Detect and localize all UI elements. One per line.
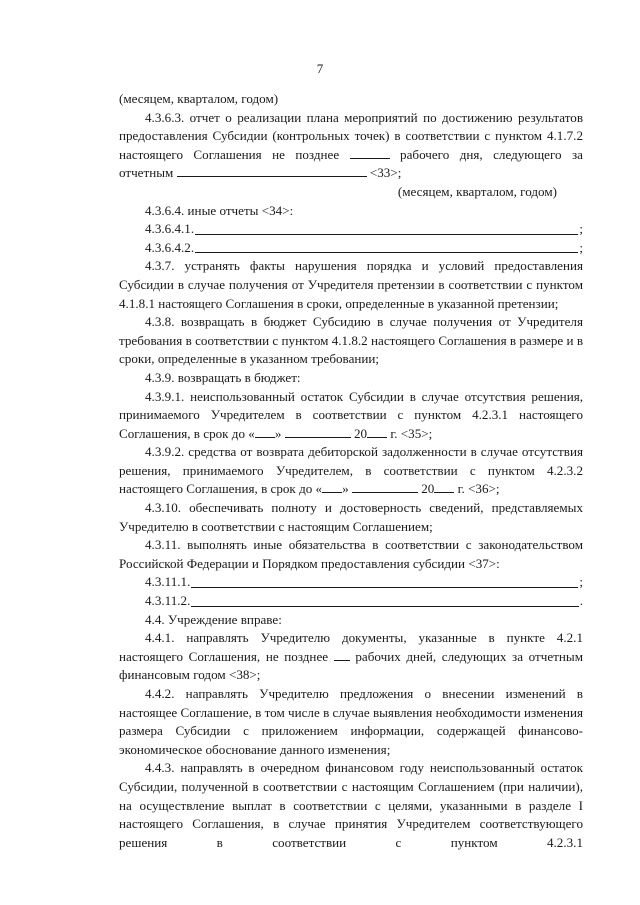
period-blank bbox=[177, 164, 367, 177]
year-prefix: 20 bbox=[421, 481, 435, 497]
footnote-33: <33>; bbox=[369, 165, 402, 181]
period-note: (месяцем, кварталом, годом) bbox=[397, 183, 557, 199]
line-end: . bbox=[579, 593, 583, 609]
clause-4-4-2: 4.4.2. направлять Учредителю предложения о внесении изменений в настоящее Соглашение, в том числе в случае выявления необходимости изменения размера Субсидии с приложением информации, содержащей финансово-экономическое обоснование данного изменения; bbox=[119, 686, 583, 757]
footnote-36: г. <36>; bbox=[457, 481, 500, 497]
fill-in-line bbox=[191, 587, 578, 588]
document-body bbox=[119, 90, 583, 852]
clause-4-3-6-4-1-label: 4.3.6.4.1. bbox=[145, 221, 195, 237]
clause-4-3-10: 4.3.10. обеспечивать полноту и достоверность сведений, представляемых Учредителю в соответствии с настоящим Соглашением; bbox=[119, 500, 583, 534]
clause-4-3-9-2-text: 4.3.9.2. средства от возврата дебиторской задолженности в случае отсутствия решения, принимаемого Учредителем, в соответствии с пунктом 4.2.3.2 настоящего Соглашения, в срок до « bbox=[119, 444, 583, 497]
clause-4-3-11-2-label: 4.3.11.2. bbox=[145, 593, 191, 609]
line-end: ; bbox=[579, 239, 583, 255]
quote-close: » bbox=[274, 425, 282, 441]
clause-4-3-11-1-label: 4.3.11.1. bbox=[145, 574, 191, 590]
month-blank bbox=[352, 480, 418, 493]
clause-4-4: 4.4. Учреждение вправе: bbox=[145, 611, 282, 627]
clause-4-3-6-3 bbox=[119, 109, 583, 183]
clause-4-3-6-4-2 bbox=[119, 239, 583, 258]
clause-4-3-6-3-text-2: рабочего дня, следующего за отчетным bbox=[119, 146, 583, 181]
period-note-top: (месяцем, кварталом, годом) bbox=[119, 91, 279, 106]
days-blank bbox=[334, 648, 350, 661]
clause-4-3-9: 4.3.9. возвращать в бюджет: bbox=[145, 369, 301, 385]
clause-4-3-11-1 bbox=[119, 573, 583, 592]
clause-4-3-6-4: 4.3.6.4. иные отчеты <34>: bbox=[145, 202, 294, 218]
year-blank bbox=[367, 425, 387, 438]
clause-4-3-11: 4.3.11. выполнять иные обязательства в соответствии с законодательством Российской Федерации и Порядком предоставления субсидии <37>: bbox=[119, 537, 583, 571]
line-end: ; bbox=[579, 574, 583, 590]
clause-4-3-6-3-text: 4.3.6.3. отчет о реализации плана мероприятий по достижению результатов предоставления Субсидии (контрольных точек) в соответствии с пунктом 4.1.7.2 настоящего Соглашения не позднее bbox=[119, 109, 583, 162]
clause-4-3-9-1 bbox=[119, 388, 583, 444]
quote-close: » bbox=[342, 481, 349, 497]
clause-4-3-6-4-1 bbox=[119, 220, 583, 239]
clause-4-3-6-4-2-label: 4.3.6.4.2. bbox=[145, 239, 195, 255]
day-blank bbox=[255, 425, 275, 438]
year-prefix: 20 bbox=[353, 425, 368, 441]
clause-4-4-1-text-2: рабочих дней, следующих за отчетным финансовым годом <38>; bbox=[119, 648, 583, 683]
fill-in-line bbox=[195, 252, 578, 253]
line-end: ; bbox=[579, 221, 583, 237]
fill-in-line bbox=[195, 234, 578, 235]
clause-4-3-9-1-text: 4.3.9.1. неиспользованный остаток Субсидии в случае отсутствия решения, принимаемого Учредителем в соответствии с пунктом 4.2.3.1 настоящего Соглашения, в срок до « bbox=[119, 388, 583, 441]
clause-4-4-3: 4.4.3. направлять в очередном финансовом году неиспользованный остаток Субсидии, полученной в соответствии с настоящим Соглашением (при наличии), на осуществление выплат в соответствии с целями, указанными в разделе I настоящего Соглашения, в случае принятия Учредителем соответствующего решения в соответствии с пунктом 4.2.3.1 bbox=[119, 760, 583, 850]
clause-4-3-11-2 bbox=[119, 592, 583, 611]
days-blank bbox=[350, 146, 390, 159]
clause-4-4-1-text: 4.4.1. направлять Учредителю документы, указанные в пункте 4.2.1 настоящего Соглашения, не позднее bbox=[119, 630, 583, 664]
clause-4-4-1 bbox=[119, 629, 583, 685]
clause-4-3-8: 4.3.8. возвращать в бюджет Субсидию в случае получения от Учредителя требования в соответствии с пунктом 4.1.8.2 настоящего Соглашения в размере и в сроки, определенные в указанном требовании; bbox=[119, 314, 583, 367]
page-number: 7 bbox=[316, 61, 324, 76]
month-blank bbox=[285, 425, 351, 438]
day-blank bbox=[322, 480, 342, 493]
fill-in-line bbox=[191, 606, 578, 607]
footnote-35: г. <35>; bbox=[390, 425, 433, 441]
clause-4-3-7: 4.3.7. устранять факты нарушения порядка и условий предоставления Субсидии в случае получения от Учредителя претензии в соответствии с пунктом 4.1.8.1 настоящего Соглашения в сроки, определенные в указанной претензии; bbox=[119, 258, 583, 311]
year-blank bbox=[434, 480, 454, 493]
clause-4-3-9-2 bbox=[119, 443, 583, 499]
